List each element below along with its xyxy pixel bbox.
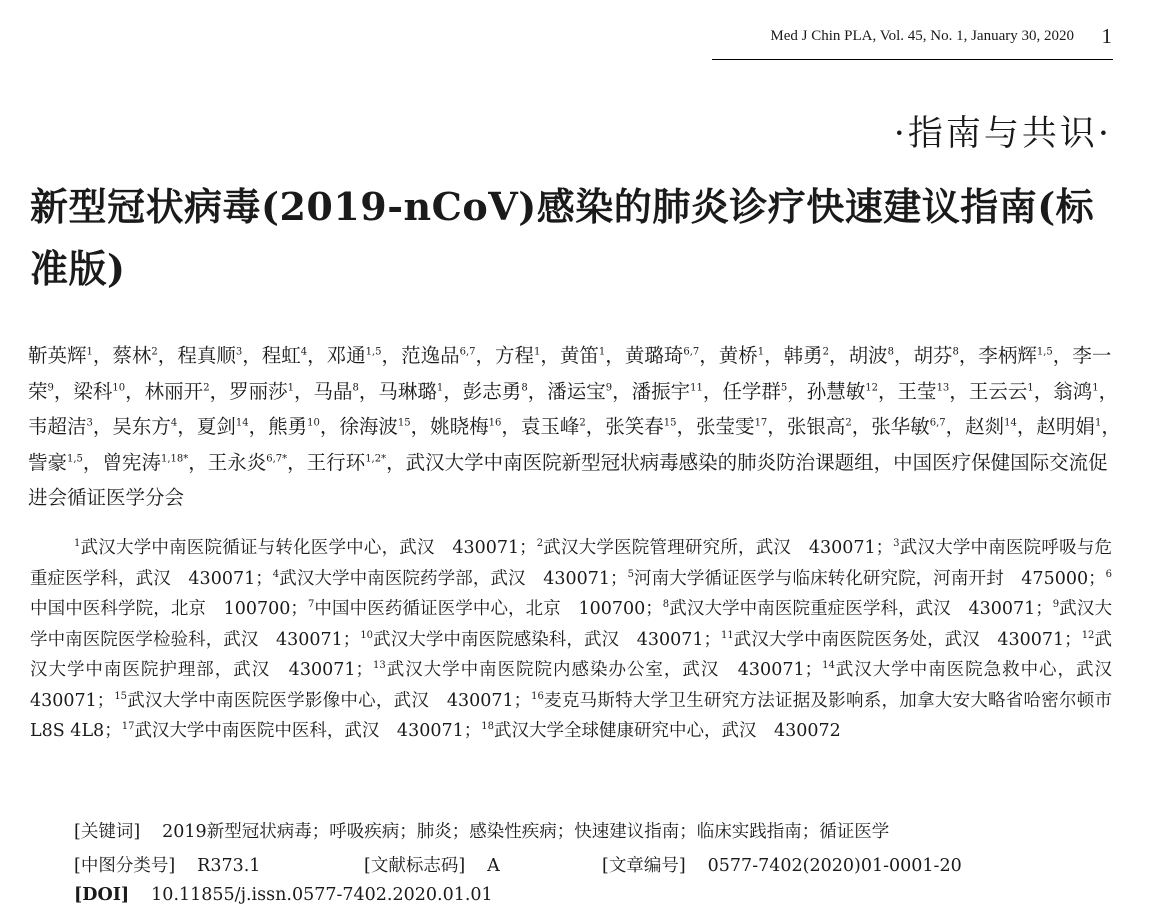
author-name: 梁科$^{10}$， xyxy=(73,379,145,403)
author-affiliation-mark: 1 xyxy=(1027,382,1034,393)
affiliation-text: 麦克马斯特大学卫生研究方法证据及影响系，加拿大安大略省哈密尔顿市 L8S 4L8； xyxy=(30,690,1130,741)
author-name: 马琳璐$^1$， xyxy=(378,379,463,403)
affiliation-text: 武汉大学中南医院循证与转化医学中心，武汉 430071； xyxy=(80,538,537,558)
affiliation-number: 5 xyxy=(627,568,634,580)
affiliations xyxy=(30,533,1130,747)
author-name: 王行环$^{1,2*}$， xyxy=(306,450,406,474)
affiliation-number: 13 xyxy=(373,660,386,672)
affiliation-text: 武汉大学中南医院院内感染办公室，武汉 430071； xyxy=(385,660,823,680)
author-affiliation-mark: 1 xyxy=(287,382,294,393)
affiliation-number: 12 xyxy=(1081,629,1095,641)
author-affiliation-mark: 1 xyxy=(534,346,541,358)
author-name: 李一荣$^9$， xyxy=(28,344,1112,403)
column-heading: ·指南与共识· xyxy=(893,114,1112,154)
author-name: 王永炎$^{6,7*}$， xyxy=(207,450,307,474)
author-affiliation-mark: 14 xyxy=(235,417,249,429)
affiliation-number: 9 xyxy=(1052,599,1060,611)
affiliation-number: 4 xyxy=(272,568,280,580)
article-no-cell xyxy=(602,852,962,877)
author-affiliation-mark: 2 xyxy=(151,346,158,358)
author-affiliation-mark: 4 xyxy=(300,346,308,358)
author-name: 翁鸿$^1$， xyxy=(1053,379,1119,403)
author-name: 胡波$^8$， xyxy=(848,344,914,367)
keywords-row xyxy=(74,818,889,843)
author-affiliation-mark: 1 xyxy=(436,382,444,393)
author-affiliation-mark: 2 xyxy=(579,417,586,429)
author-name: 赵明娟$^1$， xyxy=(1036,415,1121,438)
author-affiliation-mark: 1,2* xyxy=(365,453,387,464)
author-affiliation-mark: 8 xyxy=(521,382,528,393)
article-title: 新型冠状病毒(2019-nCoV)感染的肺炎诊疗快速建议指南(标准版) xyxy=(30,184,1095,291)
author-name: 胡芬$^8$， xyxy=(913,344,979,367)
author-name: 熊勇$^{10}$， xyxy=(268,415,340,438)
affiliation-text: 武汉大学全球健康研究中心，武汉 430072 xyxy=(493,721,841,741)
page-header xyxy=(0,22,1170,62)
author-affiliation-mark: 1 xyxy=(1094,417,1102,429)
article-no-value: 0577-7402(2020)01-0001-20 xyxy=(707,856,962,876)
author-affiliation-mark: 1 xyxy=(757,346,765,358)
doi-row xyxy=(74,885,493,905)
author-name: 范逸品$^{6,7}$， xyxy=(401,344,495,367)
classification-row xyxy=(74,852,1074,876)
author-name: 潘运宝$^9$， xyxy=(547,379,632,403)
author-name: 靳英辉$^1$， xyxy=(28,344,113,367)
affiliation-text: 武汉大学中南医院医学检验科，武汉 430071； xyxy=(30,599,1112,650)
author-name: 彭志勇$^8$， xyxy=(462,379,548,403)
affiliation-text: 中国中医科学院，北京 100700； xyxy=(30,599,308,619)
author-affiliation-mark: 1,18* xyxy=(160,453,189,464)
affiliation-number: 10 xyxy=(360,629,374,641)
affiliation-text: 武汉大学中南医院药学部，武汉 430071； xyxy=(279,568,628,589)
author-affiliation-mark: 2 xyxy=(203,382,210,393)
author-name: 张莹雯$^{17}$， xyxy=(696,415,787,438)
author-name: 赵剡$^{14}$， xyxy=(965,415,1037,438)
author-affiliation-mark: 14 xyxy=(1004,417,1017,429)
author-affiliation-mark: 1,5 xyxy=(67,453,83,464)
author-name: 程真顺$^3$， xyxy=(177,344,262,367)
keywords-value: 2019新型冠状病毒；呼吸疾病；肺炎；感染性疾病；快速建议指南；临床实践指南；循证医学 xyxy=(162,822,890,842)
doc-code-cell xyxy=(364,852,500,877)
affiliation-number: 7 xyxy=(307,599,315,611)
author-affiliation-mark: 5 xyxy=(780,382,788,393)
author-affiliation-mark: 9 xyxy=(605,382,613,393)
affiliation-number: 18 xyxy=(481,721,494,733)
author-affiliation-mark: 8 xyxy=(887,346,894,358)
author-name: 张华敏$^{6,7}$， xyxy=(871,415,966,438)
author-name: 邓通$^{1,5}$， xyxy=(326,344,402,367)
author-affiliation-mark: 6,7 xyxy=(683,346,700,358)
author-affiliation-mark: 6,7 xyxy=(929,417,946,429)
affiliation-number: 3 xyxy=(893,538,900,550)
author-name: 张银高$^2$， xyxy=(786,415,872,438)
author-name: 韩勇$^2$， xyxy=(783,344,849,367)
affiliation-text: 武汉大学中南医院医学影像中心，武汉 430071； xyxy=(127,690,532,711)
author-affiliation-mark: 1 xyxy=(86,346,93,358)
doc-code-value: A xyxy=(487,856,500,876)
classification-value: R373.1 xyxy=(197,856,261,876)
author-affiliation-mark: 12 xyxy=(865,382,879,393)
affiliation-number: 14 xyxy=(822,660,835,672)
author-affiliation-mark: 10 xyxy=(112,382,126,393)
author-name: 王莹$^{13}$， xyxy=(897,379,969,403)
affiliation-text: 武汉大学中南医院重症医学科，武汉 430071； xyxy=(669,599,1053,619)
page-number: 1 xyxy=(1101,24,1112,48)
author-affiliation-mark: 1 xyxy=(1092,382,1099,393)
author-name: 黄笛$^1$， xyxy=(559,344,625,367)
affiliation-number: 1 xyxy=(74,538,81,550)
affiliation-text: 武汉大学中南医院护理部，武汉 430071； xyxy=(30,629,1112,680)
affiliation-number: 15 xyxy=(114,690,128,702)
author-affiliation-mark: 1,5 xyxy=(365,346,382,358)
author-name: 王云云$^1$， xyxy=(968,379,1054,403)
affiliation-text: 武汉大学中南医院中医科，武汉 430071； xyxy=(134,721,482,741)
affiliation-number: 6 xyxy=(1105,568,1112,580)
author-name: 罗丽莎$^1$， xyxy=(229,379,314,403)
affiliation-text: 武汉大学中南医院急救中心，武汉 430071； xyxy=(30,660,1130,711)
author-name: 任学群$^5$， xyxy=(722,379,807,403)
author-name: 曾宪涛$^{1,18*}$， xyxy=(102,450,208,474)
author-affiliation-mark: 3 xyxy=(235,346,243,358)
author-name: 姚晓梅$^{16}$， xyxy=(430,415,521,438)
author-name: 孙慧敏$^{12}$， xyxy=(806,379,898,403)
author-affiliation-mark: 15 xyxy=(397,417,411,429)
author-affiliation-mark: 8 xyxy=(952,346,959,358)
author-affiliation-mark: 10 xyxy=(307,417,320,429)
author-affiliation-mark: 9 xyxy=(47,382,54,393)
affiliation-text: 河南大学循证医学与临床转化研究院，河南开封 475000； xyxy=(633,568,1106,589)
author-name: 黄璐琦$^{6,7}$， xyxy=(624,344,719,367)
classification-label: [中图分类号] xyxy=(74,856,176,876)
author-name: 吴东方$^4$， xyxy=(112,415,197,438)
author-affiliation-mark: 6,7* xyxy=(266,453,288,464)
author-name: 徐海波$^{15}$， xyxy=(339,415,431,438)
author-name: 訾豪$^{1,5}$， xyxy=(28,450,103,474)
affiliation-text: 武汉大学中南医院呼吸与危重症医学科，武汉 430071； xyxy=(30,538,1112,589)
affiliation-text: 武汉大学中南医院医务处，武汉 430071； xyxy=(733,629,1082,650)
author-affiliation-mark: 2 xyxy=(822,346,830,358)
author-name: 程虹$^4$， xyxy=(261,344,327,367)
author-affiliation-mark: 2 xyxy=(845,417,852,429)
author-name: 张笑春$^{15}$， xyxy=(605,415,697,438)
affiliation-number: 8 xyxy=(662,599,670,611)
author-name: 蔡林$^2$， xyxy=(112,344,178,367)
doi-value: 10.11855/j.issn.0577-7402.2020.01.01 xyxy=(151,885,493,905)
author-name: 韦超洁$^3$， xyxy=(28,415,113,438)
affiliation-number: 17 xyxy=(121,721,135,733)
author-affiliation-mark: 4 xyxy=(170,417,178,429)
author-name: 黄桥$^1$， xyxy=(718,344,784,367)
author-affiliation-mark: 1 xyxy=(598,346,606,358)
author-name: 李柄辉$^{1,5}$， xyxy=(978,344,1073,367)
doi-label: [DOI] xyxy=(74,885,130,905)
affiliation-number: 16 xyxy=(531,690,544,702)
author-affiliation-mark: 17 xyxy=(754,417,768,429)
classification-cell xyxy=(74,852,260,877)
affiliation-text: 中国中医药循证医学中心，北京 100700； xyxy=(314,599,663,619)
author-affiliation-mark: 16 xyxy=(488,417,502,429)
author-name: 马晶$^8$， xyxy=(313,379,379,403)
author-list xyxy=(28,338,1123,516)
header-rule xyxy=(712,59,1113,60)
doc-code-label: [文献标志码] xyxy=(364,856,466,876)
author-affiliation-mark: 13 xyxy=(936,382,950,393)
author-affiliation-mark: 6,7 xyxy=(459,346,476,358)
affiliation-number: 11 xyxy=(721,629,734,641)
affiliation-text: 武汉大学医院管理研究所，武汉 430071； xyxy=(543,538,894,558)
author-affiliation-mark: 15 xyxy=(663,417,677,429)
author-affiliation-mark: 1,5 xyxy=(1036,346,1053,358)
author-name: 袁玉峰$^2$， xyxy=(520,415,606,438)
author-affiliation-mark: 3 xyxy=(86,417,93,429)
author-affiliation-mark: 11 xyxy=(690,382,703,393)
keywords-label: [关键词] xyxy=(74,822,141,842)
affiliation-text: 武汉大学中南医院感染科，武汉 430071； xyxy=(373,629,721,650)
author-name: 夏剑$^{14}$， xyxy=(196,415,269,438)
author-name: 方程$^1$， xyxy=(495,344,560,367)
author-affiliation-mark: 8 xyxy=(352,382,359,393)
affiliation-number: 2 xyxy=(536,538,544,550)
article-no-label: [文章编号] xyxy=(602,856,686,876)
author-name: 林丽开$^2$， xyxy=(144,379,230,403)
author-name: 潘振宇$^{11}$， xyxy=(631,379,723,403)
journal-citation: Med J Chin PLA, Vol. 45, No. 1, January 30, 2020 xyxy=(770,28,1074,44)
authors-group: 武汉大学中南医院新型冠状病毒感染的肺炎防治课题组，中国医疗保健国际交流促进会循证医学分会 xyxy=(28,450,1108,509)
